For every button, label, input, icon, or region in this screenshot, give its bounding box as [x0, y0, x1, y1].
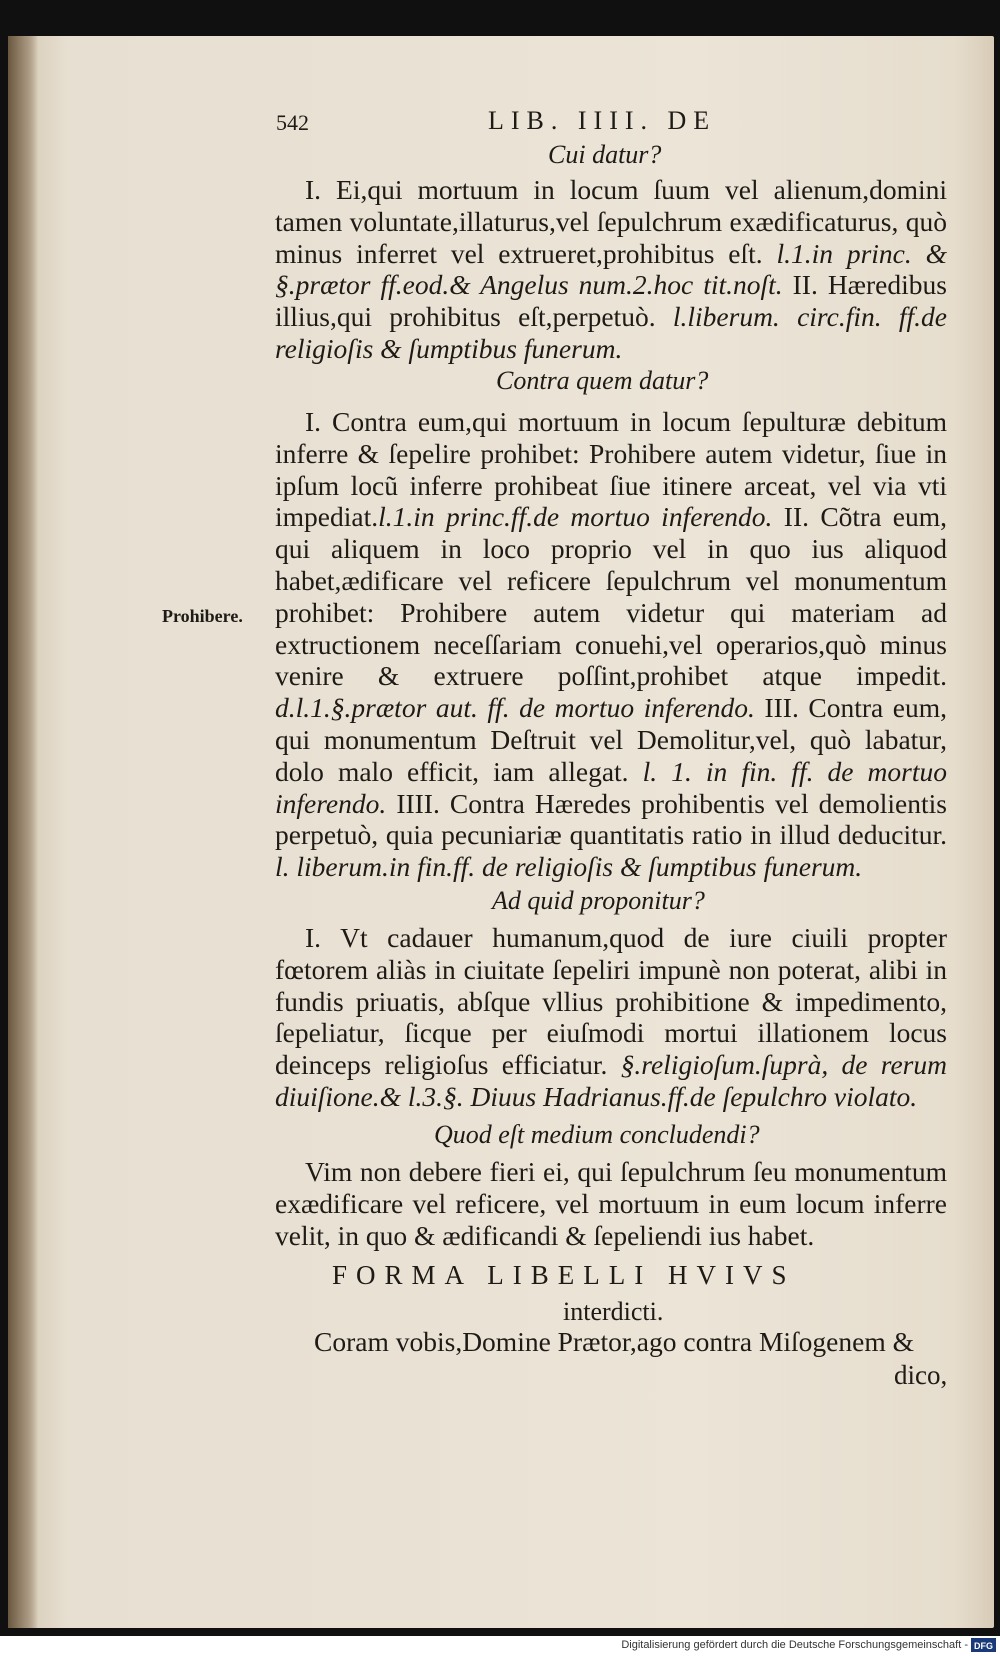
paragraph-ad-quid: I. Vt cadauer humanum,quod de iure ciuili propter fœtorem aliàs in ciuitate ſepeliri impunè non poterat, alibi in fundis priuatis, abſque vllius prohibitione & impedimento, ſepeliatur, ſicque per eiuſmodi mortui illationem locus deinceps religioſus efficiatur. §.religioſum.ſuprà, de rerum diuiſione.& l.3.§. Diuus Hadrianus.ff.de ſepulchro violato.: [275, 922, 947, 1112]
paragraph-cui-datur: I. Ei,qui mortuum in locum ſuum vel alienum,domini tamen voluntate,illaturus,vel ſepulchrum exædificaturus, quò minus inferret vel extrueret,prohibitus eſt. l.1.in princ. & §.prætor ff.eod.& Angelus num.2.hoc tit.noſt. II. Hæredibus illius,qui prohibitus eſt,perpetuò. l.liberum. circ.fin. ff.de religioſis & ſumptibus funerum.: [275, 174, 947, 364]
forma-subheading: interdicti.: [563, 1297, 664, 1326]
running-head: LIB. IIII. DE: [488, 106, 717, 135]
heading-cui-datur: Cui datur?: [548, 140, 662, 169]
paragraph-quod-est: Vim non debere fieri ei, qui ſepulchrum ſeu monumentum exædificare vel reficere, vel mortuum in eum locum inferre velit, in quo & ædificandi & ſepeliendi ius habet.: [275, 1156, 947, 1251]
catchword: dico,: [894, 1360, 948, 1390]
footer-credit: Digitalisierung gefördert durch die Deutsche Forschungsgemeinschaft -: [621, 1639, 968, 1651]
forma-text: Coram vobis,Domine Prætor,ago contra Miſogenem &: [314, 1326, 914, 1357]
heading-ad-quid: Ad quid proponitur?: [492, 886, 705, 915]
marginal-note: Prohibere.: [162, 606, 243, 626]
dfg-logo: DFG: [971, 1638, 996, 1652]
paragraph-contra-quem: I. Contra eum,qui mortuum in locum ſepulturæ debitum inferre & ſepelire prohibet: Prohibere autem videtur, ſiue in ipſum locũ inferre prohibeat ſiue itinere arceat, vel via vti impediat.l.1.in princ.ff.de mortuo inferendo. II. Cõtra eum, qui aliquem in loco proprio vel in quo ius aliquod habet,ædificare vel reficere ſepulchrum vel monumentum prohibet: Prohibere autem videtur qui materiam ad extructionem neceſſariam conuehi,vel operarios,quò minus venire & extruere poſſint,prohibet atque impedit. d.l.1.§.prætor aut. ff. de mortuo inferendo. III. Contra eum, qui monumentum Deſtruit vel Demolitur,vel, quò labatur, dolo malo efficit, iam allegat. l. 1. in fin. ff. de mortuo inferendo. IIII. Contra Hæredes prohibentis vel demolientis perpetuò, quia pecuniariæ quantitatis ratio in illud deducitur. l. liberum.in fin.ff. de religioſis & ſumptibus funerum.: [275, 406, 947, 883]
footer-bar: [0, 1636, 1000, 1656]
page-number: 542: [276, 110, 309, 135]
page-spine-shadow: [8, 36, 38, 1628]
heading-quod-est: Quod eſt medium concludendi?: [434, 1120, 760, 1149]
heading-contra-quem: Contra quem datur?: [496, 366, 709, 395]
forma-heading: FORMA LIBELLI HVIVS: [332, 1260, 796, 1290]
